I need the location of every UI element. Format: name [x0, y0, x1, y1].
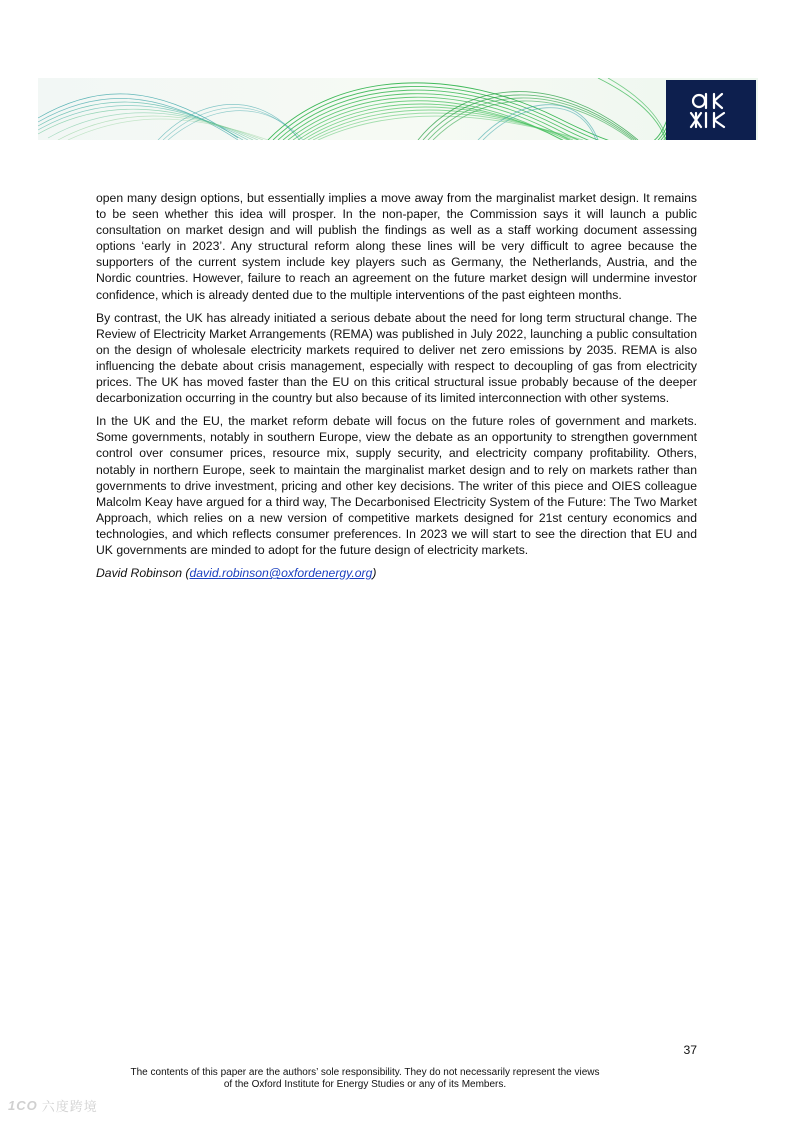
- author-email-link[interactable]: david.robinson@oxfordenergy.org: [189, 566, 373, 581]
- footer-line-2: of the Oxford Institute for Energy Studies or any of its Members.: [223, 1079, 507, 1090]
- oies-logo-icon: [666, 80, 756, 140]
- wave-banner-graphic: [38, 78, 758, 140]
- oies-logo: [666, 80, 756, 140]
- footer-disclaimer: [0, 1067, 730, 1091]
- page-number: 37: [683, 1043, 697, 1057]
- footer-line-1: The contents of this paper are the authors’ sole responsibility. They do not necessarily represent the views: [130, 1067, 600, 1078]
- author-name: David Robinson (: [96, 566, 190, 581]
- signature-close: ): [372, 566, 377, 581]
- watermark-logo: 1CO: [8, 1098, 38, 1113]
- body-paragraph-2: By contrast, the UK has already initiated a serious debate about the need for long term structural change. The Review of Electricity Market Arrangements (REMA) was published in July 2022, launching a public consultation on the design of wholesale electricity markets required to deliver net zero emissions by 2035. REMA is also influencing the debate about crisis management, especially with respect to decoupling of gas from electricity prices. The UK has moved faster than the EU on this critical structural issue probably because of the deeper decarbonization occurring in the country but also because of its limited interconnection with other systems.: [96, 310, 697, 406]
- watermark-text: 六度跨境: [41, 1099, 98, 1114]
- header-banner: [38, 78, 758, 140]
- author-signature: [96, 565, 697, 581]
- article-body: [96, 190, 697, 588]
- body-paragraph-1: open many design options, but essentially implies a move away from the marginalist market design. It remains to be seen whether this idea will prosper. In the non-paper, the Commission says it will launch a public consultation on market design and will publish the findings as well as a staff working document assessing options ‘early in 2023’. Any structural reform along these lines will be very difficult to agree because the supporters of the current system include key players such as Germany, the Netherlands, Austria, and the Nordic countries. However, failure to reach an agreement on the future market design will undermine investor confidence, which is already dented due to the multiple interventions of the past eighteen months.: [96, 191, 697, 302]
- body-paragraph-3: In the UK and the EU, the market reform debate will focus on the future roles of government and markets. Some governments, notably in southern Europe, view the debate as an opportunity to strengthen government control over consumer prices, resource mix, supply security, and electricity company profitability. Others, notably in northern Europe, seek to maintain the marginalist market design and to rely on markets rather than governments to drive investment, pricing and other key decisions. The writer of this piece and OIES colleague Malcolm Keay have argued for a third way, The Decarbonised Electricity System of the Future: The Two Market Approach, which relies on a new version of competitive markets designed for 21st century economics and technologies, and which reflects consumer preferences. In 2023 we will start to see the direction that EU and UK governments are minded to adopt for the future design of electricity markets.: [96, 414, 697, 557]
- watermark: [8, 1096, 98, 1115]
